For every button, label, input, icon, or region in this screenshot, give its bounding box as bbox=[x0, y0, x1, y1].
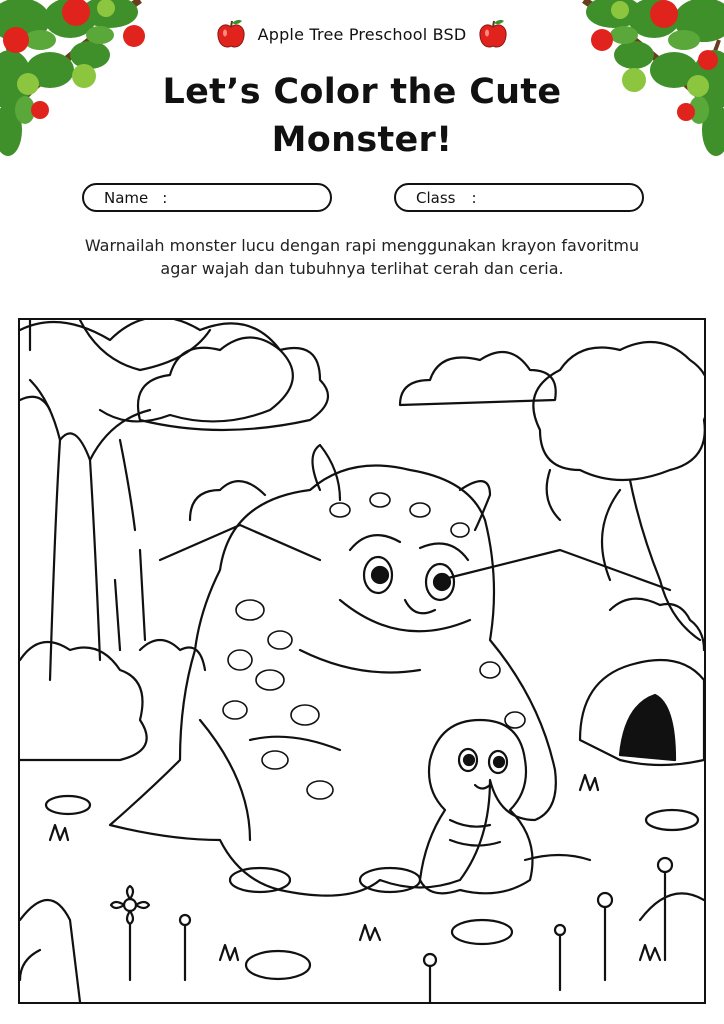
rock-icon bbox=[46, 796, 698, 979]
cloud-icon bbox=[138, 338, 556, 521]
class-label: Class bbox=[416, 188, 456, 207]
apple-icon bbox=[478, 18, 508, 50]
big-monster bbox=[110, 445, 556, 896]
baby-monster bbox=[420, 720, 590, 893]
school-header bbox=[0, 18, 724, 50]
class-field[interactable] bbox=[394, 183, 644, 212]
instructions-line-1: Warnailah monster lucu dengan rapi menggunakan krayon favoritmu bbox=[84, 236, 640, 255]
grass bbox=[30, 740, 704, 960]
cave-icon bbox=[580, 660, 704, 765]
class-separator: : bbox=[471, 188, 477, 207]
tree-icon bbox=[533, 342, 704, 640]
name-field[interactable] bbox=[82, 183, 332, 212]
instructions-line-2: agar wajah dan tubuhnya terlihat cerah dan ceria. bbox=[160, 259, 564, 278]
name-separator: : bbox=[162, 188, 168, 207]
apple-icon bbox=[216, 18, 246, 50]
instructions bbox=[40, 234, 684, 280]
coloring-illustration bbox=[18, 318, 706, 1004]
tree-icon bbox=[20, 320, 293, 680]
page-title: Let’s Color the Cute Monster! bbox=[162, 72, 562, 160]
name-label: Name bbox=[104, 188, 149, 207]
school-name: Apple Tree Preschool BSD bbox=[257, 24, 467, 44]
mountains bbox=[160, 525, 670, 590]
flower-icon bbox=[111, 858, 672, 1002]
bush bbox=[20, 599, 704, 1002]
